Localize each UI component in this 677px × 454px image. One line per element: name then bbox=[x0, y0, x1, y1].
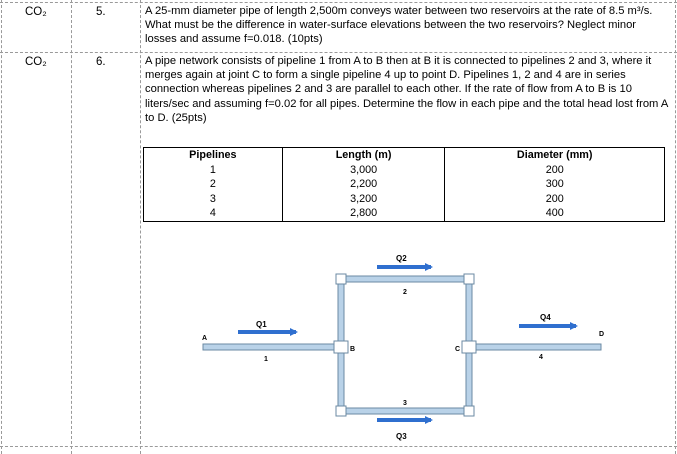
problem-number: 5. bbox=[96, 6, 106, 18]
node-label: D bbox=[599, 331, 605, 338]
course-outcome: CO₂ bbox=[25, 56, 47, 68]
table-cell: 300 bbox=[445, 177, 665, 192]
table-cell: 200 bbox=[445, 163, 665, 178]
table-cell: 400 bbox=[445, 206, 665, 221]
table-cell: 2,200 bbox=[282, 177, 445, 192]
table-cell: 3,200 bbox=[282, 192, 445, 207]
table-cell: 1 bbox=[144, 163, 283, 178]
table-cell: 2,800 bbox=[282, 206, 445, 221]
elbow-fitting bbox=[464, 274, 474, 284]
column-header: Diameter (mm) bbox=[445, 148, 665, 163]
column-header: Pipelines bbox=[144, 148, 283, 163]
junction-c bbox=[462, 341, 476, 353]
elbow-fitting bbox=[336, 274, 346, 284]
table-cell: 3 bbox=[144, 192, 283, 207]
flow-label: Q4 bbox=[540, 313, 551, 322]
node-label: A bbox=[202, 335, 208, 342]
problem-text: A 25-mm diameter pipe of length 2,500m conveys water between two reservoirs at the rate of 8.5 m³/s. What must be the difference in water-surface elevations between the two reservoirs? Neglect minor losses and assume f=0.018. (10pts) bbox=[145, 5, 653, 46]
pipe-4 bbox=[469, 344, 601, 350]
pipe-1 bbox=[203, 344, 341, 350]
table-cell: 2 bbox=[144, 177, 283, 192]
column-header: Length (m) bbox=[282, 148, 445, 163]
table-cell: 3,000 bbox=[282, 163, 445, 178]
course-outcome: CO₂ bbox=[25, 6, 47, 18]
problem-number: 6. bbox=[96, 56, 106, 68]
flow-label: Q2 bbox=[396, 254, 407, 263]
pipe-label: 3 bbox=[403, 400, 407, 407]
node-label: C bbox=[455, 346, 461, 353]
table-cell: 200 bbox=[445, 192, 665, 207]
pipe-label: 4 bbox=[539, 354, 543, 361]
pipe-2 bbox=[341, 276, 470, 282]
pipe-label: 2 bbox=[403, 289, 407, 296]
flow-label: Q3 bbox=[396, 432, 407, 441]
elbow-fitting bbox=[336, 406, 346, 416]
flow-label: Q1 bbox=[256, 320, 267, 329]
table-cell: 4 bbox=[144, 206, 283, 221]
problem-text: A pipe network consists of pipeline 1 from A to B then at B it is connected to pipelines 2 and 3, where it merges again at joint C to form a single pipeline 4 up to point D. Pipelines 1, 2 and 4 are in series connection whereas pipelines 2 and 3 are parallel to each other. If the rate of flow from A to B is 10 liters/sec and assuming f=0.02 for all pipes. Determine the flow in each pipe and the total head lost from A to D. (25pts) bbox=[145, 55, 668, 124]
pipe-3 bbox=[341, 408, 470, 414]
pipe-label: 1 bbox=[264, 356, 268, 363]
junction-b bbox=[334, 341, 348, 353]
elbow-fitting bbox=[464, 406, 474, 416]
node-label: B bbox=[350, 346, 356, 353]
